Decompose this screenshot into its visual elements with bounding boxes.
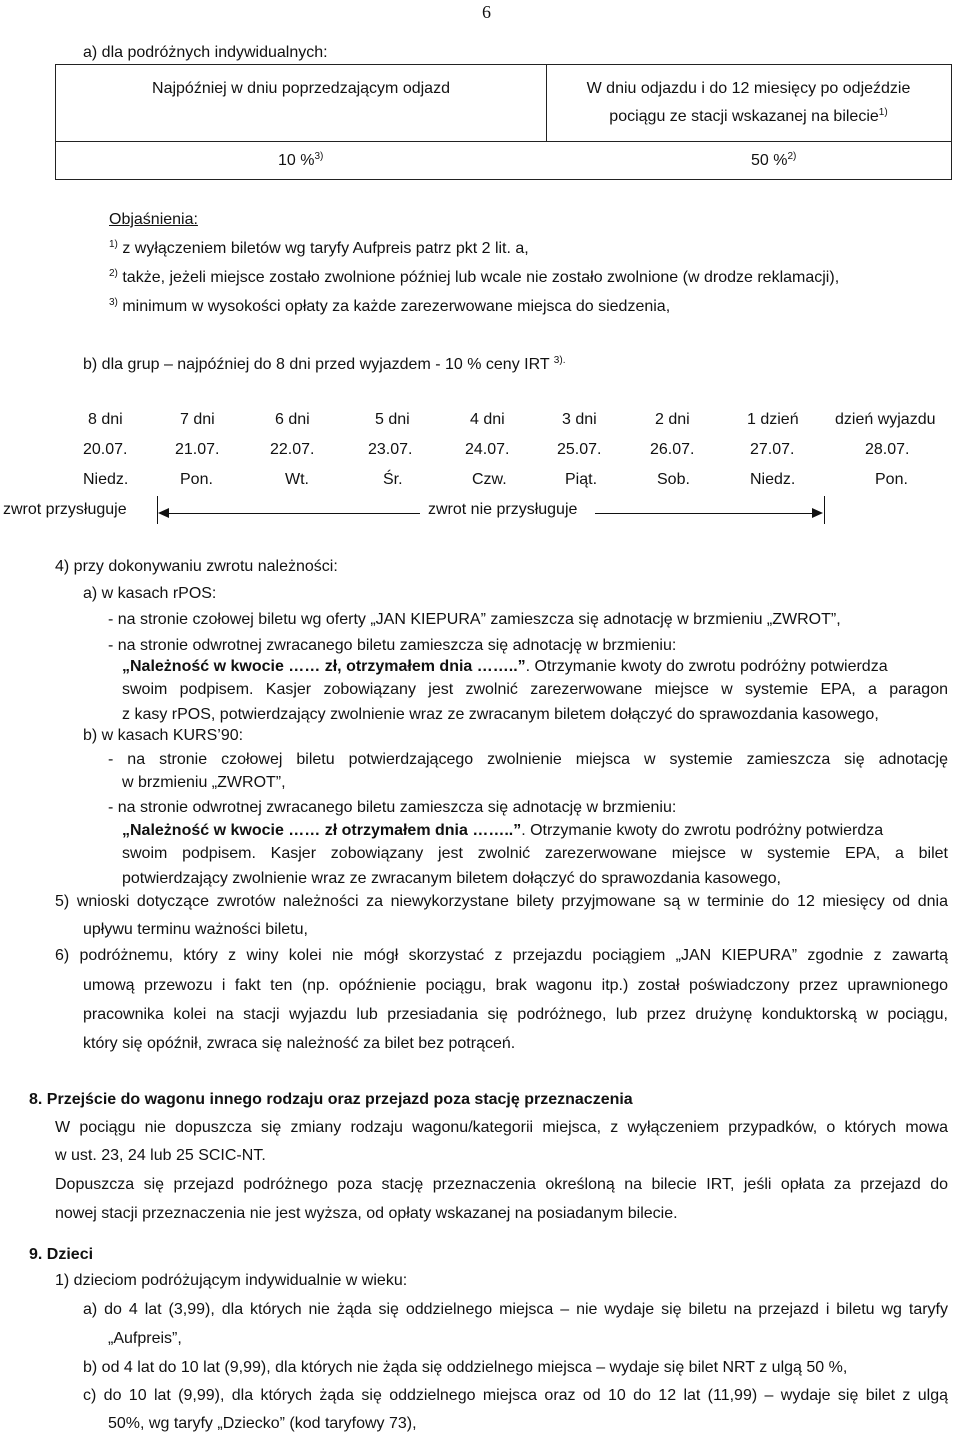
item4-b-title: b) w kasach KURS’90: [83, 727, 244, 744]
date-label: 23.07. [368, 441, 413, 458]
item6-line2: umową przewozu i fakt ten (np. opóźnienie pociągu, brak wagonu itp.) został poświadczony przez uprawnionego [83, 977, 948, 994]
section9-a-line1: a) do 4 lat (3,99), dla których nie żąda się oddzielnego miejsca – nie wydaje się biletu na przejazd i biletu wg taryfy [83, 1301, 948, 1318]
item4-b-line6: potwierdzający zwolnienie wraz ze zwracanym biletem dołączyć do sprawozdania kasowego, [122, 870, 781, 887]
note-3: $^{3)}$ minimum w wysokości opłaty za każde zarezerwowane miejsca do siedzenia, [109, 297, 671, 315]
fee-table [55, 64, 952, 180]
item4-b-line2: w brzmieniu „ZWROT”, [122, 774, 286, 791]
section8-title: 8. Przejście do wagonu innego rodzaju oraz przejazd poza stację przeznaczenia [29, 1091, 633, 1108]
notes-title: Objaśnienia: [109, 211, 198, 228]
refund-no-label: zwrot nie przysługuje [428, 501, 578, 518]
weekday-label: Pon. [180, 471, 213, 488]
item4-a-line1: - na stronie czołowej biletu wg oferty „JAN KIEPURA” zamieszcza się adnotację w brzmieniu „ZWROT”, [108, 611, 841, 628]
section8-p2-line2: nowej stacji przeznaczenia nie jest wyższa, od opłaty wskazanej na posiadanym bilecie. [55, 1205, 678, 1222]
weekday-label: Piąt. [565, 471, 598, 488]
refund-yes-label: zwrot przysługuje [3, 501, 127, 518]
fee-table-col2-line1: W dniu odjazdu i do 12 miesięcy po odjeździe [586, 80, 911, 97]
weekday-label: Pon. [875, 471, 908, 488]
weekday-label: Niedz. [750, 471, 796, 488]
day-label: dzień wyjazdu [835, 411, 936, 428]
section8-p2-line1: Dopuszcza się przejazd podróżnego poza stację przeznaczenia określoną na bilecie IRT, jeśli opłata za przejazd do [55, 1176, 948, 1193]
item4-a-line3: „Należność w kwocie …… zł, otrzymałem dnia ……..”. Otrzymanie kwoty do zwrotu podróżny potwierdza [122, 658, 888, 675]
day-label: 3 dni [562, 411, 597, 428]
day-label: 4 dni [470, 411, 505, 428]
item4-title: 4) przy dokonywaniu zwrotu należności: [55, 558, 338, 575]
item4-a-line4: swoim podpisem. Kasjer zobowiązany jest zwolnić zarezerwowane miejsce w systemie EPA, a paragon [122, 681, 948, 698]
refund-arrow-right-line [595, 513, 821, 514]
refund-arrow-left-line [160, 513, 420, 514]
weekday-label: Niedz. [83, 471, 129, 488]
weekday-label: Czw. [472, 471, 507, 488]
section9-item1: 1) dzieciom podróżującym indywidualnie w wieku: [55, 1272, 408, 1289]
weekday-label: Wt. [285, 471, 309, 488]
weekday-label: Śr. [383, 471, 403, 488]
item4-a-line5: z kasy rPOS, potwierdzający zwolnienie wraz ze zwracanym biletem dołączyć do sprawozdania kasowego, [122, 706, 879, 723]
day-label: 2 dni [655, 411, 690, 428]
section9-c-line1: c) do 10 lat (9,99), dla których żąda się oddzielnego miejsca oraz od 10 do 12 lat (11,99) – wydaje się bilet z ulgą [83, 1387, 948, 1404]
arrow-left-icon [158, 507, 170, 519]
refund-boundary-right [824, 496, 825, 524]
date-label: 27.07. [750, 441, 795, 458]
section9-c-line2: 50%, wg taryfy „Dziecko” (kod taryfowy 73), [108, 1415, 417, 1432]
date-label: 26.07. [650, 441, 695, 458]
section9-title: 9. Dzieci [29, 1246, 94, 1263]
day-label: 5 dni [375, 411, 410, 428]
section-a-title: a) dla podróżnych indywidualnych: [83, 44, 328, 61]
item4-b-line5: swoim podpisem. Kasjer zobowiązany jest zwolnić zarezerwowane miejsce w systemie EPA, a bilet [122, 845, 948, 862]
fee-value-50: 50 %$^{2)}$ [751, 151, 797, 169]
day-label: 6 dni [275, 411, 310, 428]
date-label: 21.07. [175, 441, 220, 458]
arrow-right-icon [811, 507, 823, 519]
date-label: 25.07. [557, 441, 602, 458]
date-label: 20.07. [83, 441, 128, 458]
weekday-label: Sob. [657, 471, 690, 488]
item4-a-line2: - na stronie odwrotnej zwracanego biletu zamieszcza się adnotację w brzmieniu: [108, 637, 677, 654]
item5-line2: upływu terminu ważności biletu, [83, 921, 308, 938]
item6-line4: który się opóźnił, zwraca się należność za bilet bez potrąceń. [83, 1035, 516, 1052]
item6-line3: pracownika kolei na stacji wyjazdu lub przesiadania się podróżnego, lub przez drużynę konduktorską w pociągu, [83, 1006, 948, 1023]
item5-line1: 5) wnioski dotyczące zwrotów należności za niewykorzystane bilety przyjmowane są w terminie do 12 miesięcy od dnia [55, 893, 948, 910]
item6-line1: 6) podróżnemu, który z winy kolei nie mógł skorzystać z przejazdu pociągiem „JAN KIEPURA” zgodnie z zawartą [55, 947, 948, 964]
note-1: $^{1)}$ z wyłączeniem biletów wg taryfy Aufpreis patrz pkt 2 lit. a, [109, 239, 529, 257]
day-label: 8 dni [88, 411, 123, 428]
section9-b-line1: b) od 4 lat do 10 lat (9,99), dla których nie żąda się oddzielnego miejsca – wydaje się bilet NRT z ulgą 50 %, [83, 1359, 848, 1376]
date-label: 28.07. [865, 441, 910, 458]
fee-table-col2-line2: pociągu ze stacji wskazanej na bilecie$^{1)}$ [609, 107, 888, 125]
fee-value-10: 10 %$^{3)}$ [278, 151, 324, 169]
item4-a-title: a) w kasach rPOS: [83, 585, 217, 602]
note-2: $^{2)}$ także, jeżeli miejsce zostało zwolnione później lub wcale nie zostało zwolnione (w drodze reklamacji), [109, 268, 840, 286]
date-label: 22.07. [270, 441, 315, 458]
section-b-text: b) dla grup – najpóźniej do 8 dni przed wyjazdem - 10 % ceny IRT $^{3).}$ [83, 355, 566, 373]
item4-b-line1: - na stronie czołowej biletu potwierdzającego zwolnienie miejsca w systemie zamieszcza się adnotację [108, 751, 948, 768]
day-label: 7 dni [180, 411, 215, 428]
page-number: 6 [482, 2, 491, 22]
date-label: 24.07. [465, 441, 510, 458]
section8-p1-line2: w ust. 23, 24 lub 25 SCIC-NT. [55, 1147, 266, 1164]
fee-table-col1: Najpóźniej w dniu poprzedzającym odjazd [152, 80, 450, 97]
section9-a-line2: „Aufpreis”, [108, 1330, 182, 1347]
item4-b-line4: „Należność w kwocie …… zł otrzymałem dnia ……..”. Otrzymanie kwoty do zwrotu podróżny potwierdza [122, 822, 884, 839]
item4-b-line3: - na stronie odwrotnej zwracanego biletu zamieszcza się adnotację w brzmieniu: [108, 799, 677, 816]
section8-p1-line1: W pociągu nie dopuszcza się zmiany rodzaju wagonu/kategorii miejsca, z wyłączeniem przypadków, o których mowa [55, 1119, 948, 1136]
day-label: 1 dzień [747, 411, 799, 428]
